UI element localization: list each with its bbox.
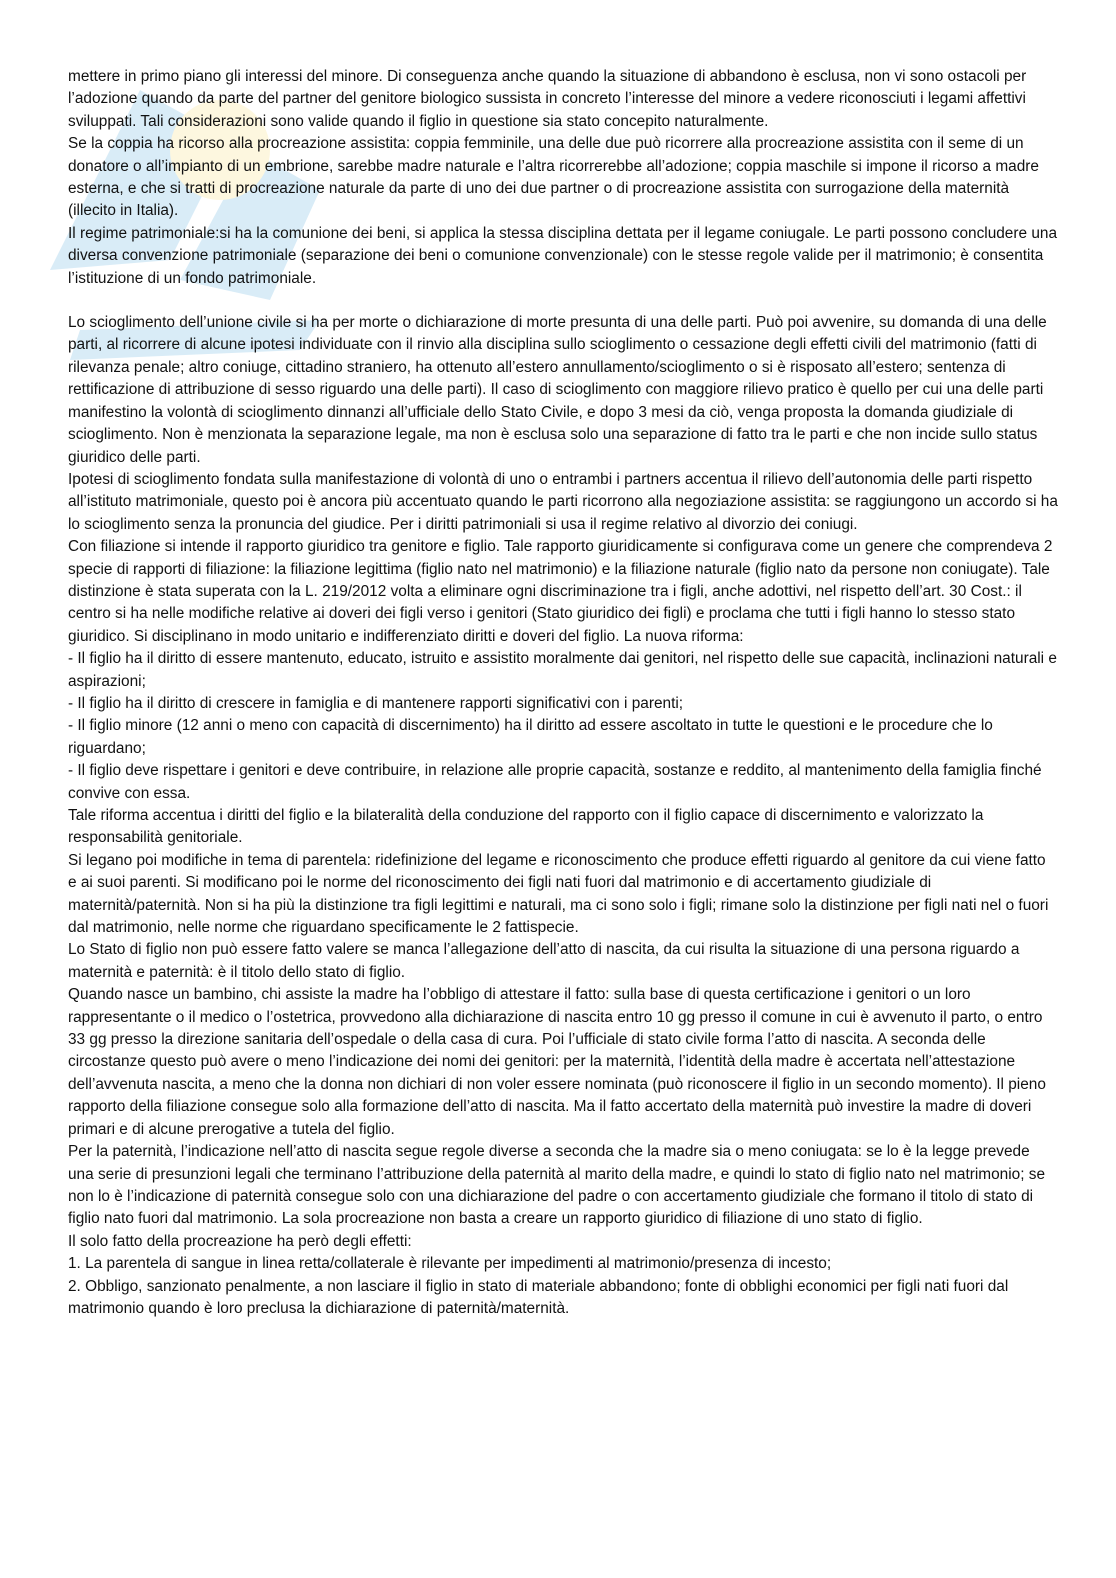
paragraph-gap [68, 290, 1058, 312]
list-item: 2. Obbligo, sanzionato penalmente, a non lasciare il figlio in stato di materiale abbandono; fonte di obblighi economici per figli nati fuori dal matrimonio quando è loro preclusa la dichiarazione di paternità/maternità. [68, 1277, 1009, 1317]
paragraph: mettere in primo piano gli interessi del minore. Di conseguenza anche quando la situazione di abbandono è esclusa, non vi sono ostacoli per l’adozione quando da parte del partner del genitore biologico sussista in concreto l’interesse del minore a vedere riconosciuti i legami affettivi sviluppati. Tali considerazioni sono valide quando il figlio in questione sia stato concepito naturalmente. [68, 68, 1027, 130]
list-item: - Il figlio minore (12 anni o meno con capacità di discernimento) ha il diritto ad essere ascoltato in tutte le questioni e le procedure che lo riguardano; [68, 717, 993, 757]
paragraph: Il solo fatto della procreazione ha però degli effetti: [68, 1232, 412, 1250]
paragraph: Ipotesi di scioglimento fondata sulla manifestazione di volontà di uno o entrambi i partners accentua il rilievo dell’autonomia delle parti rispetto all’istituto matrimoniale, questo poi è ancora più accentuato quando le parti ricorrono alla negoziazione assistita: se raggiungono un accordo si ha lo scioglimento senza la pronuncia del giudice. Per i diritti patrimoniali si usa il regime relativo al divorzio dei coniugi. [68, 470, 1058, 533]
paragraph: Quando nasce un bambino, chi assiste la madre ha l’obbligo di attestare il fatto: sulla base di questa certificazione i genitori o un loro rappresentante o il medico o l’ostetrica, provvedono alla dichiarazione di nascita entro 10 gg presso il comune in cui è avvenuto il parto, o entro 33 gg presso la direzione sanitaria dell’ospedale o della casa di cura. Poi l’ufficiale di stato civile forma l’atto di nascita. A seconda delle circostanze questo può avere o meno l’indicazione dei nomi dei genitori: per la maternità, l’identità della madre è accertata nell’attestazione dell’avvenuta nascita, a meno che la donna non dichiari di non voler essere nominata (può riconoscere il figlio in un secondo momento). Il pieno rapporto della filiazione consegue solo alla formazione dell’atto di nascita. Ma il fatto accertato della maternità può investire la madre di doveri primari e di alcune prerogative a tutela del figlio. [68, 986, 1046, 1138]
list-item: - Il figlio deve rispettare i genitori e deve contribuire, in relazione alle proprie capacità, sostanze e reddito, al mantenimento della famiglia finché convive con essa. [68, 762, 1042, 802]
paragraph: Si legano poi modifiche in tema di parentela: ridefinizione del legame e riconoscimento che produce effetti riguardo al genitore da cui viene fatto e ai suoi parenti. Si modificano poi le norme del riconoscimento dei figli nati fuori dal matrimonio e di accertamento giudiziale di maternità/paternità. Non si ha più la distinzione tra figli legittimi e naturali, ma ci sono solo i figli; rimane solo la distinzione per figli nati nel o fuori dal matrimonio, nelle norme che riguardano specificamente le 2 fattispecie. [68, 851, 1049, 937]
document-body [68, 66, 1058, 1320]
paragraph: Tale riforma accentua i diritti del figlio e la bilateralità della conduzione del rapporto con il figlio capace di discernimento e valorizzato la responsabilità genitoriale. [68, 807, 984, 847]
paragraph: Il regime patrimoniale:si ha la comunione dei beni, si applica la stessa disciplina dettata per il legame coniugale. Le parti possono concludere una diversa convenzione patrimoniale (separazione dei beni o comunione convenzionale) con le stesse regole valide per il matrimonio; è consentita l’istituzione di un fondo patrimoniale. [68, 224, 1058, 287]
list-item: - Il figlio ha il diritto di crescere in famiglia e di mantenere rapporti significativi con i parenti; [68, 694, 684, 712]
paragraph: Per la paternità, l’indicazione nell’atto di nascita segue regole diverse a seconda che la madre sia o meno coniugata: se lo è la legge prevede una serie di presunzioni legali che terminano l’attribuzione della paternità al marito della madre, e quindi lo stato di figlio nato nel matrimonio; se non lo è l’indicazione di paternità consegue solo con una dichiarazione del padre o con accertamento giudiziale che formano il titolo di stato di figlio nato fuori dal matrimonio. La sola procreazione non basta a creare un rapporto giuridico di filiazione di uno stato di figlio. [68, 1143, 1045, 1228]
paragraph: Lo Stato di figlio non può essere fatto valere se manca l’allegazione dell’atto di nascita, da cui risulta la situazione di una persona riguardo a maternità e paternità: è il titolo dello stato di figlio. [68, 941, 1020, 981]
paragraph: Lo scioglimento dell’unione civile si ha per morte o dichiarazione di morte presunta di una delle parti. Può poi avvenire, su domanda di una delle parti, al ricorrere di alcune ipotesi individuate con il rinvio alla disciplina sullo scioglimento o cessazione degli effetti civili del matrimonio (fatti di rilevanza penale; altro coniuge, cittadino straniero, ha ottenuto all’estero annullamento/scioglimento o si è risposato all’estero; sentenza di rettificazione di attribuzione di sesso riguardo una delle parti). Il caso di scioglimento con maggiore rilievo pratico è quello per cui una delle parti manifestino la volontà di scioglimento dinnanzi all’ufficiale dello Stato Civile, e dopo 3 mesi da ciò, venga proposta la domanda giudiziale di scioglimento. Non è menzionata la separazione legale, ma non è esclusa solo una separazione di fatto tra le parti e che non incide sullo status giuridico delle parti. [68, 314, 1047, 466]
list-item: 1. La parentela di sangue in linea retta/collaterale è rilevante per impedimenti al matrimonio/presenza di incesto; [68, 1255, 832, 1273]
list-item: - Il figlio ha il diritto di essere mantenuto, educato, istruito e assistito moralmente dai genitori, nel rispetto delle sue capacità, inclinazioni naturali e aspirazioni; [68, 650, 1057, 690]
paragraph: Se la coppia ha ricorso alla procreazione assistita: coppia femminile, una delle due può ricorrere alla procreazione assistita con il seme di un donatore o all’impianto di un embrione, sarebbe madre naturale e l’altra ricorrerebbe all’adozione; coppia maschile si impone il ricorso a madre esterna, e che si tratti di procreazione naturale da parte di uno dei due partner o di procreazione assistita con surrogazione della maternità (illecito in Italia). [68, 135, 1039, 220]
paragraph: Con filiazione si intende il rapporto giuridico tra genitore e figlio. Tale rapporto giuridicamente si configurava come un genere che comprendeva 2 specie di rapporti di filiazione: la filiazione legittima (figlio nato nel matrimonio) e la filiazione naturale (figlio nato da persone non coniugate). Tale distinzione è stata superata con la L. 219/2012 volta a eliminare ogni discriminazione tra i figli, anche adottivi, nel rispetto dell’art. 30 Cost.: il centro si ha nelle modifiche relative ai doveri dei figli verso i genitori (Stato giuridico dei figli) e proclama che tutti i figli hanno lo stesso stato giuridico. Si disciplinano in modo unitario e indifferenziato diritti e doveri del figlio. La nuova riforma: [68, 538, 1053, 645]
